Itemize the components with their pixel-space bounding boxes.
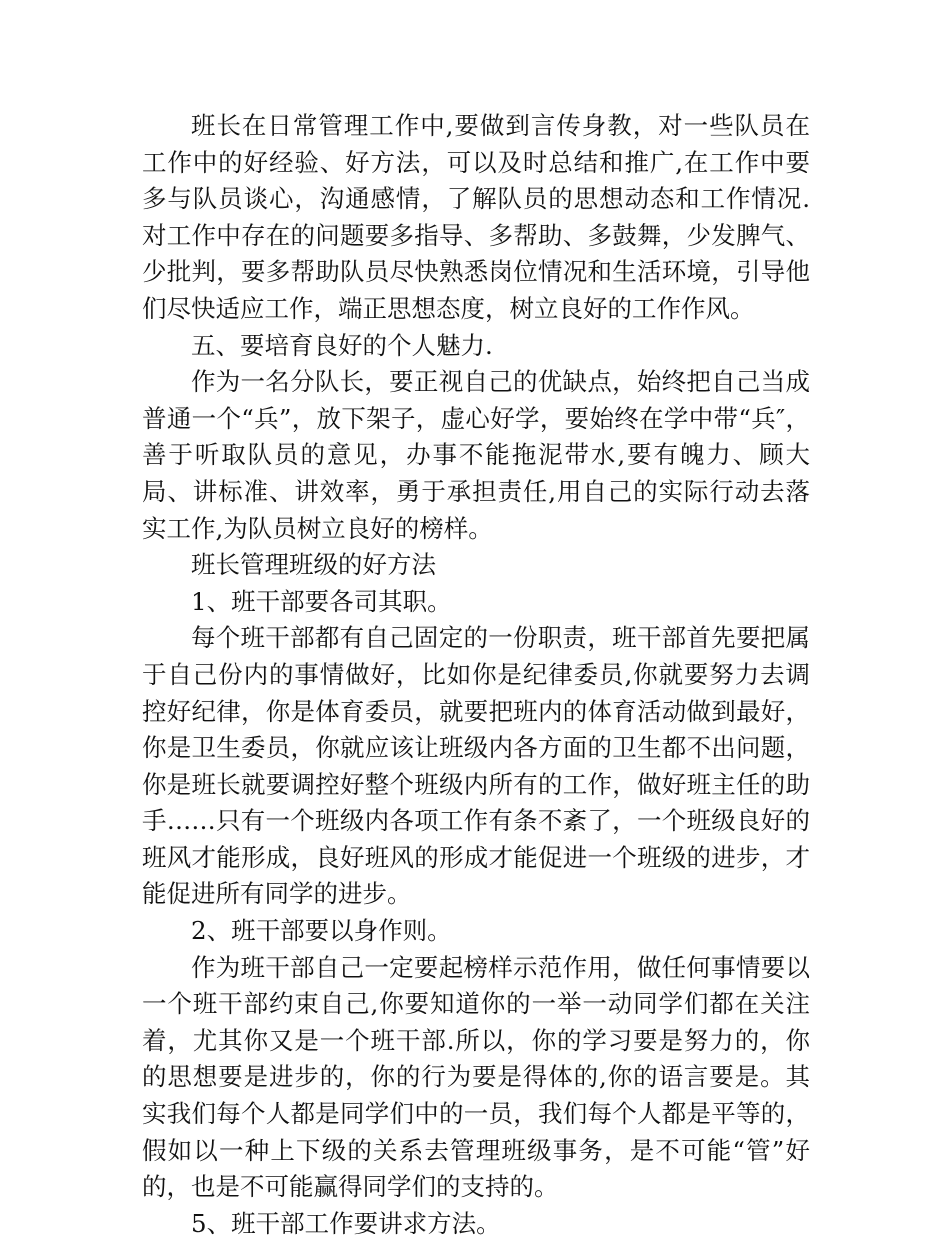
heading-methods: 5、班干部工作要讲求方法。 bbox=[191, 1208, 501, 1238]
paragraph-lead-by-example: 作为班干部自己一定要起榜样示范作用，做任何事情要以一个班干部约束自己,你要知道你的一举一动同学们都在关注着，尤其你又是一个班干部.所以，你的学习要是努力的，你的思想要是进步的，你的行为要是得体的,你的语言要是。其实我们每个人都是同学们中的一员，我们每个人都是平等的，假如以一种上下级的关系去管理班级事务，是不可能“管”好的，也是不可能赢得同学们的支持的。 bbox=[142, 952, 810, 1202]
paragraph-duties: 每个班干部都有自己固定的一份职责，班干部首先要把属于自己份内的事情做好，比如你是纪律委员,你就要努力去调控好纪律，你是体育委员，就要把班内的体育活动做到最好，你是卫生委员，你就应该让班级内各方面的卫生都不出问题，你是班长就要调控好整个班级内所有的工作，做好班主任的助手……只有一个班级内各项工作有条不紊了，一个班级良好的班风才能形成，良好班风的形成才能促进一个班级的进步，才能促进所有同学的进步。 bbox=[142, 623, 810, 909]
heading-duties: 1、班干部要各司其职。 bbox=[191, 586, 452, 616]
heading-lead-by-example: 2、班干部要以身作则。 bbox=[191, 916, 452, 946]
paragraph-role-model: 班长在日常管理工作中,要做到言传身教，对一些队员在工作中的好经验、好方法，可以及时总结和推广,在工作中要多与队员谈心，沟通感情，了解队员的思想动态和工作情况.对工作中存在的问题要多指导、多帮助、多鼓舞，少发脾气、少批判，要多帮助队员尽快熟悉岗位情况和生活环境，引导他们尽快适应工作，端正思想态度，树立良好的工作作风。 bbox=[142, 111, 810, 323]
paragraph-squad-leader: 作为一名分队长，要正视自己的优缺点，始终把自己当成普通一个“兵”，放下架子，虚心好学，要始终在学中带“兵″，善于听取队员的意见，办事不能拖泥带水,要有魄力、顾大局、讲标准、讲效率，勇于承担责任,用自己的实际行动去落实工作,为队员树立良好的榜样。 bbox=[142, 367, 810, 543]
heading-personal-charm: 五、要培育良好的个人魅力. bbox=[191, 330, 493, 360]
section-title-class-management: 班长管理班级的好方法 bbox=[191, 550, 436, 580]
document-body bbox=[142, 108, 810, 1242]
